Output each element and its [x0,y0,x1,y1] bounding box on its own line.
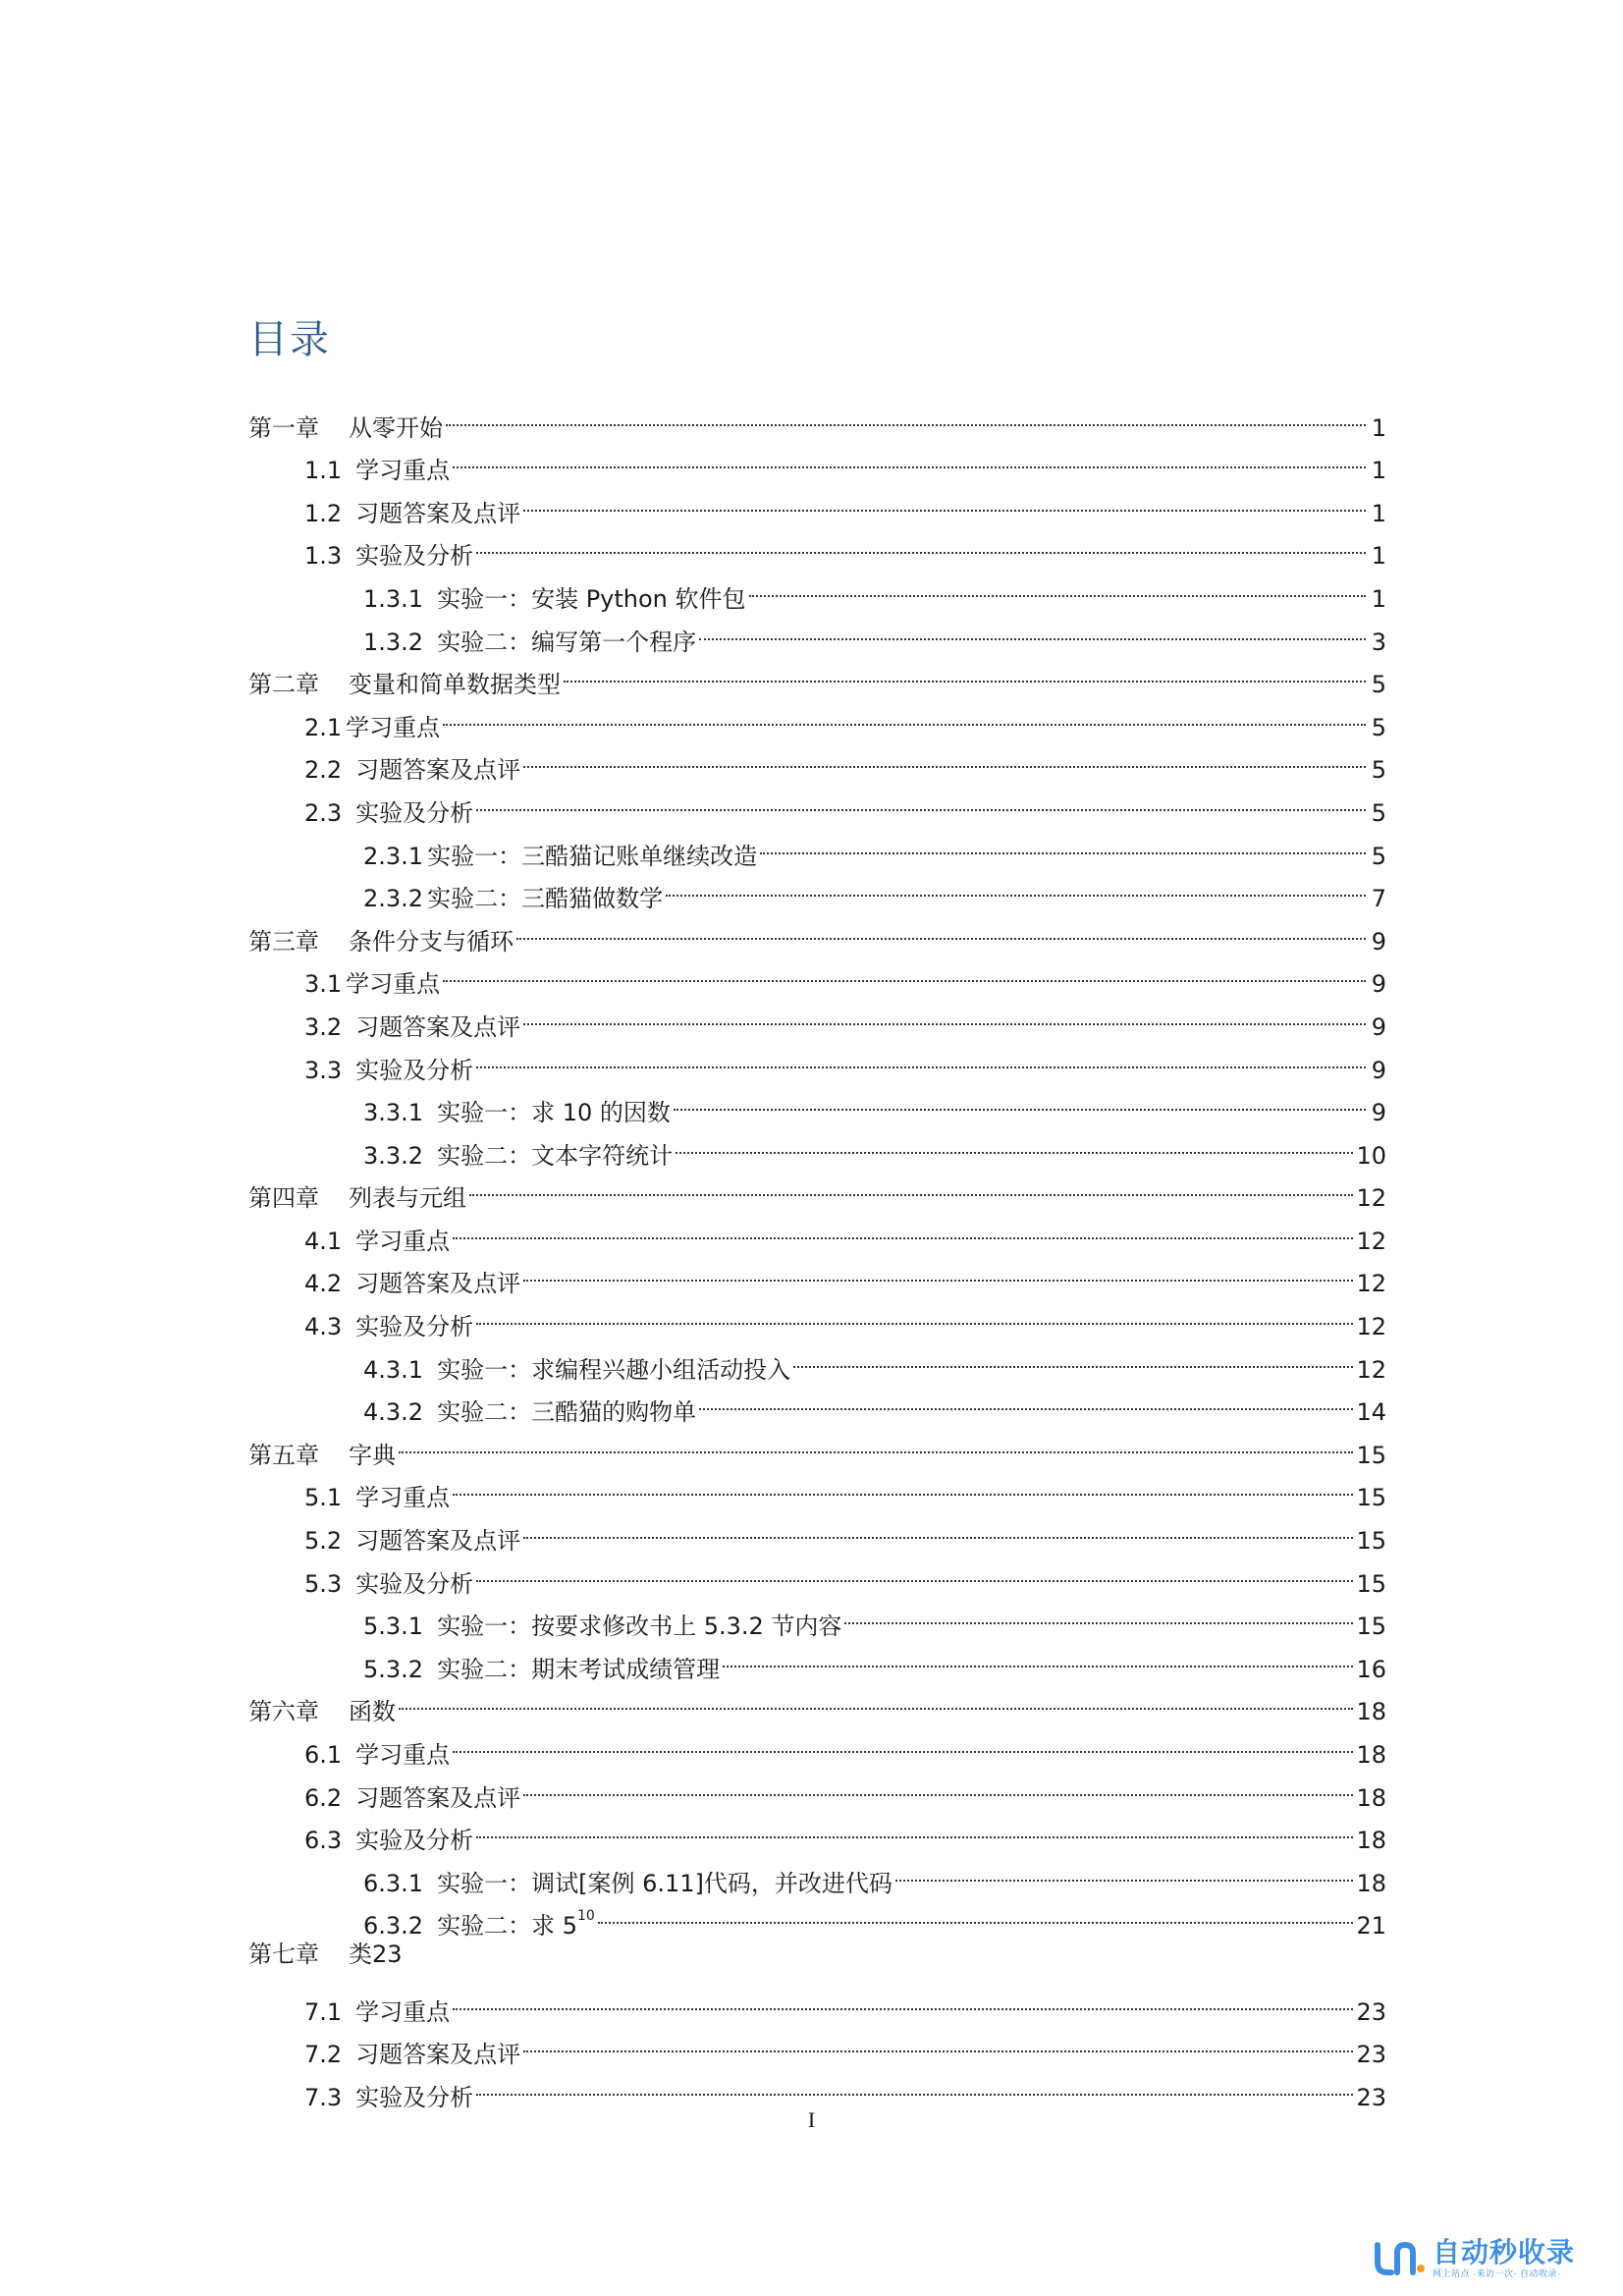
toc-page-number: 12 [1356,1313,1386,1341]
toc-entry-number: 5.2 [304,1527,343,1556]
toc-entry-text: 实验二：三酷猫的购物单 [437,1398,697,1427]
toc-dot-leader [453,1720,1353,1763]
toc-entry-number: 1.2 [304,499,343,527]
toc-page-number: 7 [1371,885,1386,913]
toc-entry-text: 学习重点 [355,1484,451,1512]
toc-entry-number: 第六章 [248,1698,319,1726]
toc-dot-leader [666,864,1366,907]
toc-entry-text: 条件分支与循环 [349,927,514,956]
toc-dot-leader [674,1078,1366,1121]
toc-entry-label [304,1477,450,1520]
toc-page-number: 23 [1356,2041,1386,2069]
toc-entry-label [248,1177,466,1221]
toc-dot-leader [516,906,1366,950]
toc-dot-leader [443,692,1366,736]
toc-entry-text: 学习重点 [355,1227,451,1255]
toc-entry-label [304,707,440,750]
toc-entry[interactable] [248,1677,1386,1726]
toc-entry-text: 学习重点 [355,457,451,485]
toc-dot-leader [476,1291,1353,1335]
toc-entry-number: 3.3 [304,1056,343,1084]
toc-dot-leader [476,1549,1353,1592]
toc-entry-text: 习题答案及点评 [355,1270,521,1298]
toc-page-number: 15 [1356,1484,1386,1512]
toc-dot-leader [453,436,1366,479]
toc-dot-leader [399,1420,1353,1463]
toc-entry-text: 实验一：求编程兴趣小组活动投入 [437,1355,791,1384]
toc-page-number: 16 [1356,1655,1386,1683]
toc-dot-leader [699,607,1366,650]
toc-entry-number: 2.2 [304,756,343,785]
toc-entry-label [304,963,440,1007]
toc-entry-text: 实验及分析 [355,1056,474,1084]
toc-entry-number: 1.3 [304,542,343,571]
toc-entry-text: 从零开始 [349,413,443,442]
toc-entry[interactable] [248,1720,1386,1769]
toc-entry-text: 字典 [349,1441,396,1469]
toc-page-number: 15 [1356,1441,1386,1469]
toc-page-number: 1 [1371,413,1386,442]
toc-page-number: 15 [1356,1527,1386,1556]
toc-entry-number: 6.2 [304,1783,343,1812]
toc-page-number: 1 [1371,542,1386,571]
toc-entry-text: 习题答案及点评 [355,1783,521,1812]
toc-dot-leader [399,1677,1353,1721]
toc-dot-leader [598,1891,1354,1935]
toc-entry-number: 6.3.2 [363,1912,424,1941]
toc-dot-leader [446,393,1366,436]
toc-entry-label [304,793,473,836]
toc-page-number: 5 [1371,798,1386,827]
toc-page-number: 18 [1356,1869,1386,1897]
toc-entry-text: 实验二：编写第一个程序 [437,628,697,656]
toc-entry-text: 实验及分析 [355,1827,474,1855]
toc-entry-number: 第三章 [248,927,319,956]
toc-entry-text: 实验及分析 [355,1313,474,1341]
toc-entry-number: 第七章 [248,1941,319,1969]
toc-entry-number: 2.3.2 [363,885,424,913]
toc-entry-text: 实验一：安装 Python 软件包 [437,584,746,613]
jd-logo-icon [1370,2239,1427,2278]
toc-page-number: 18 [1356,1698,1386,1726]
toc-title: 目录 [248,317,331,362]
toc-entry-text: 实验二：文本字符统计 [437,1141,674,1170]
toc-entry-text: 学习重点 [346,970,441,999]
toc-dot-leader [844,1592,1353,1635]
toc-page-number: 21 [1356,1912,1386,1941]
toc-entry-text: 习题答案及点评 [355,499,521,527]
toc-entry-text: 实验及分析 [355,1569,474,1598]
toc-dot-leader [564,650,1366,693]
toc-page-number: 12 [1356,1184,1386,1213]
toc-dot-leader [453,1463,1353,1506]
toc-dot-leader [523,2020,1353,2063]
toc-entry-text: 习题答案及点评 [355,756,521,785]
toc-page-number: 15 [1356,1613,1386,1641]
toc-entry-label [304,1050,473,1093]
watermark [1370,2231,1609,2286]
toc-dot-leader [699,1378,1353,1421]
toc-entry-label [363,578,746,622]
toc-entry-text: 实验二：三酷猫做数学 [427,885,664,913]
toc-entry-number: 第四章 [248,1184,319,1213]
toc-page-number: 12 [1356,1227,1386,1255]
toc-entry-number: 3.1 [304,970,343,999]
watermark-title: 自动秒收录 [1433,2237,1576,2268]
toc-dot-leader [453,1206,1353,1249]
toc-entry-number: 4.1 [304,1227,343,1255]
toc-dot-leader [523,992,1366,1035]
toc-entry-number: 2.1 [304,713,343,741]
toc-dot-leader [443,950,1366,993]
toc-page-number: 23 [1356,2083,1386,2111]
toc-entry-text: 列表与元组 [349,1184,466,1213]
toc-entry-number: 第二章 [248,671,319,699]
toc-entry-label [248,1435,396,1478]
toc-page-number: 12 [1356,1270,1386,1298]
toc-entry-label [304,1820,473,1863]
toc-dot-leader [523,736,1366,779]
toc-entry-number: 5.1 [304,1484,343,1512]
toc-entry-number: 5.3.2 [363,1655,424,1683]
toc-dot-leader [760,821,1366,864]
toc-dot-leader [676,1121,1353,1164]
toc-entry-label [304,450,450,493]
toc-entry[interactable] [248,1420,1386,1469]
toc-entry-number: 6.3 [304,1827,343,1855]
toc-entry-text: 变量和简单数据类型 [349,671,561,699]
toc-page-number: 12 [1356,1355,1386,1384]
toc-dot-leader [476,1806,1353,1849]
toc-entry-number: 6.3.1 [363,1869,424,1897]
toc-entry-label [304,1306,473,1349]
toc-entry-number: 4.2 [304,1270,343,1298]
toc-dot-leader [476,2062,1353,2105]
toc-page-number: 5 [1371,713,1386,741]
toc-entry-number: 7.3 [304,2083,343,2111]
toc-entry-text: 实验二：求 5 [437,1912,577,1941]
toc-entry-label [304,1563,473,1607]
toc-entry-text: 实验一：三酷猫记账单继续改造 [427,842,758,870]
toc-dot-leader [523,1505,1353,1549]
toc-page-number: 9 [1371,927,1386,956]
toc-entry-text: 函数 [349,1698,396,1726]
toc-page-number: 1 [1371,499,1386,527]
toc-entry-number: 7.1 [304,1997,343,2026]
toc-entry-text: 学习重点 [346,713,441,741]
toc-entry-number: 1.3.1 [363,584,424,613]
toc-entry-label [304,1992,450,2035]
toc-dot-leader [476,778,1366,821]
toc-entry-number: 2.3.1 [363,842,424,870]
toc-entry-number: 3.3.1 [363,1099,424,1127]
toc-dot-leader [476,1035,1366,1078]
toc-entry-label [248,1691,396,1734]
toc-page-number: 3 [1371,628,1386,656]
toc-page-number: 5 [1371,842,1386,870]
toc-entry-text: 实验一：求 10 的因数 [437,1099,671,1127]
toc-entry-text: 学习重点 [355,1997,451,2026]
toc-entry-label [363,1092,671,1135]
toc-page-number: 18 [1356,1741,1386,1769]
toc-entry-number: 1.1 [304,457,343,485]
watermark-subtitle: 网上站点 ·来访一次· 自动收录· [1433,2269,1561,2278]
toc-dot-leader [523,1249,1353,1292]
toc-dot-leader [469,1164,1353,1207]
toc-page-number: 23 [1356,1997,1386,2026]
toc-entry-label [304,1221,450,1264]
toc-entry-text: 实验一：调试[案例 6.11]代码，并改进代码 [437,1869,893,1897]
toc-entry-text: 实验二：期末考试成绩管理 [437,1655,721,1683]
toc-page-number: 15 [1356,1569,1386,1598]
toc-page-number: 1 [1371,584,1386,613]
toc-entry[interactable] [248,393,1386,442]
toc-entry-text: 实验及分析 [355,542,474,571]
toc-entry-text: 习题答案及点评 [355,1527,521,1556]
toc-page-number: 10 [1356,1141,1386,1170]
page-number: I [807,2107,816,2132]
toc-entry-label [304,1734,450,1777]
toc-entry-text: 实验一：按要求修改书上 5.3.2 节内容 [437,1613,842,1641]
toc-entry-text: 习题答案及点评 [355,1012,521,1041]
toc-page-number: 18 [1356,1783,1386,1812]
toc-page-number: 5 [1371,671,1386,699]
toc-page-number: 9 [1371,970,1386,999]
toc-entry-number: 4.3 [304,1313,343,1341]
toc-dot-leader [523,1763,1353,1806]
toc-entry-number: 第一章 [248,413,319,442]
toc-page-number: 14 [1356,1398,1386,1427]
toc-entry-text: 实验及分析 [355,2083,474,2111]
toc-entry[interactable] [248,1463,1386,1512]
toc-entry-label [248,408,443,451]
toc-entry-number: 第五章 [248,1441,319,1469]
toc-entry[interactable] [248,1977,1386,2026]
toc-dot-leader [523,478,1366,521]
toc-entry-number: 5.3 [304,1569,343,1598]
toc-entry-number: 4.3.1 [363,1355,424,1384]
toc-entry-number: 3.2 [304,1012,343,1041]
toc-page-number: 9 [1371,1099,1386,1127]
toc-entry-number: 6.1 [304,1741,343,1769]
toc-page-number: 9 [1371,1012,1386,1041]
toc-entry-text: 学习重点 [355,1741,451,1769]
toc-entry-label [304,535,473,578]
toc-page-number: 18 [1356,1827,1386,1855]
toc-list [248,393,1386,2111]
toc-entry-number: 3.3.2 [363,1141,424,1170]
toc-dot-leader [895,1848,1354,1891]
toc-page-number: 9 [1371,1056,1386,1084]
toc-entry-number: 7.2 [304,2041,343,2069]
toc-entry-label [248,1934,403,1977]
toc-entry-superscript: 10 [576,1908,595,1925]
toc-entry-number: 2.3 [304,798,343,827]
toc-page-number: 1 [1371,457,1386,485]
toc-entry-number: 1.3.2 [363,628,424,656]
toc-page-number: 5 [1371,756,1386,785]
toc-dot-leader [749,564,1366,607]
toc-entry-text: 习题答案及点评 [355,2041,521,2069]
toc-dot-leader [476,521,1366,565]
toc-dot-leader [453,1977,1353,2020]
toc-entry-number: 5.3.1 [363,1613,424,1641]
toc-entry-number: 4.3.2 [363,1398,424,1427]
toc-entry-text: 实验及分析 [355,798,474,827]
toc-entry-text: 类23 [349,1941,403,1969]
toc-dot-leader [723,1634,1353,1677]
toc-dot-leader [793,1335,1353,1378]
